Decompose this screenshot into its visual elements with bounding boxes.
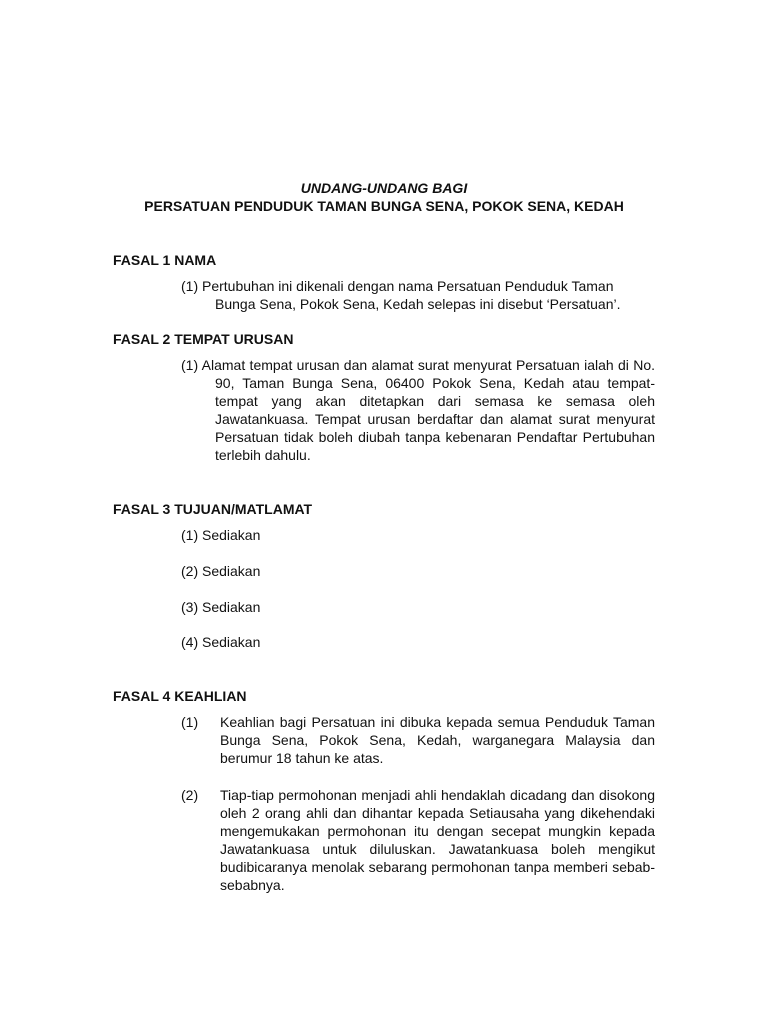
section-3-item-4: (4) Sediakan xyxy=(181,634,261,650)
section-heading-fasal-4: FASAL 4 KEAHLIAN xyxy=(113,688,247,704)
section-4-item-1-number: (1) xyxy=(181,714,199,730)
document-title-line1: UNDANG-UNDANG BAGI xyxy=(300,180,468,196)
section-heading-fasal-1: FASAL 1 NAMA xyxy=(113,252,217,268)
section-4-item-2-number: (2) xyxy=(181,787,199,803)
section-4-item-2-text: Tiap-tiap permohonan menjadi ahli hendaklah dicadang dan disokong oleh 2 orang ahli dan dihantar kepada Setiausaha yang dikehendaki mengemukakan permohonan itu dengan secepat mungkin kepada Jawatankuasa untuk diluluskan. Jawatankuasa boleh mengikut budibicaranya menolak sebarang permohonan tanpa memberi sebab-sebabnya. xyxy=(220,787,655,893)
section-3-item-1: (1) Sediakan xyxy=(181,527,261,543)
section-3-item-2: (2) Sediakan xyxy=(181,563,261,579)
section-2-paragraph-1: (1) Alamat tempat urusan dan alamat surat menyurat Persatuan ialah di No. 90, Taman Bunga Sena, 06400 Pokok Sena, Kedah atau tempat-tempat yang akan ditetapkan dari semasa ke semasa oleh Jawatankuasa. Tempat urusan berdaftar dan alamat surat menyurat Persatuan tidak boleh diubah tanpa kebenaran Pendaftar Pertubuhan terlebih dahulu. xyxy=(181,357,655,463)
document-title-line2: PERSATUAN PENDUDUK TAMAN BUNGA SENA, POKOK SENA, KEDAH xyxy=(144,198,624,214)
section-3-item-3: (3) Sediakan xyxy=(181,599,261,615)
section-heading-fasal-2: FASAL 2 TEMPAT URUSAN xyxy=(113,331,294,347)
section-4-item-1-text: Keahlian bagi Persatuan ini dibuka kepada semua Penduduk Taman Bunga Sena, Pokok Sena, Kedah, warganegara Malaysia dan berumur 18 tahun ke atas. xyxy=(220,714,655,766)
section-heading-fasal-3: FASAL 3 TUJUAN/MATLAMAT xyxy=(113,501,313,517)
section-1-paragraph-1: (1) Pertubuhan ini dikenali dengan nama Persatuan Penduduk Taman Bunga Sena, Pokok Sena, Kedah selepas ini disebut ‘Persatuan’. xyxy=(181,278,621,312)
